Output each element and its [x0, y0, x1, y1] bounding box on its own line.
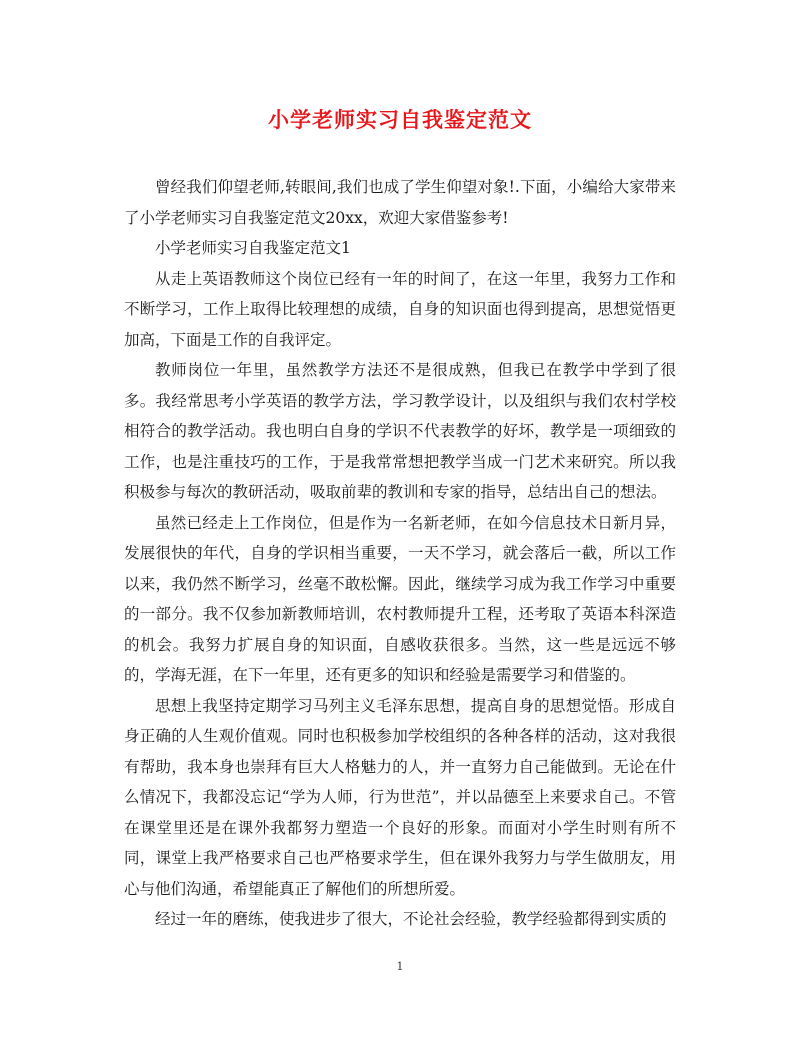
section-heading: 小学老师实习自我鉴定范文1 [155, 239, 351, 257]
intro-paragraph: 曾经我们仰望老师,转眼间,我们也成了学生仰望对象!.下面，小编给大家带来了小学老师实习自我鉴定范文20xx，欢迎大家借鉴参考! [124, 178, 676, 227]
body-paragraph: 虽然已经走上工作岗位，但是作为一名新老师，在如今信息技术日新月异，发展很快的年代，自身的学识相当重要，一天不学习，就会落后一截，所以工作以来，我仍然不断学习，丝毫不敢松懈。因此，继续学习成为我工作学习中重要的一部分。我不仅参加新教师培训，农村教师提升工程，还考取了英语本科深造的机会。我努力扩展自身的知识面，自感收获很多。当然，这一些是远远不够的，学海无涯，在下一年里，还有更多的知识和经验是需要学习和借鉴的。 [124, 513, 676, 684]
page-number: 1 [396, 960, 404, 973]
document-body [124, 172, 676, 935]
body-paragraph: 经过一年的磨练，使我进步了很大，不论社会经验，教学经验都得到实质的 [155, 910, 667, 928]
body-paragraph: 思想上我坚持定期学习马列主义毛泽东思想，提高自身的思想觉悟。形成自身正确的人生观价值观。同时也积极参加学校组织的各种各样的活动，这对我很有帮助，我本身也崇拜有巨大人格魅力的人，并一直努力自己能做到。无论在什么情况下，我都没忘记“学为人师，行为世范”，并以品德至上来要求自己。不管在课堂里还是在课外我都努力塑造一个良好的形象。而面对小学生时则有所不同，课堂上我严格要求自己也严格要求学生，但在课外我努力与学生做朋友，用心与他们沟通，希望能真正了解他们的所想所爱。 [124, 696, 676, 898]
document-title: 小学老师实习自我鉴定范文 [268, 107, 532, 132]
body-paragraph: 教师岗位一年里，虽然教学方法还不是很成熟，但我已在教学中学到了很多。我经常思考小学英语的教学方法，学习教学设计，以及组织与我们农村学校相符合的教学活动。我也明白自身的学识不代表教学的好坏，教学是一项细致的工作，也是注重技巧的工作，于是我常常想把教学当成一门艺术来研究。所以我积极参与每次的教研活动，吸取前辈的教训和专家的指导，总结出自己的想法。 [124, 361, 676, 501]
body-paragraph: 从走上英语教师这个岗位已经有一年的时间了，在这一年里，我努力工作和不断学习，工作上取得比较理想的成绩，自身的知识面也得到提高，思想觉悟更加高，下面是工作的自我评定。 [124, 269, 676, 349]
